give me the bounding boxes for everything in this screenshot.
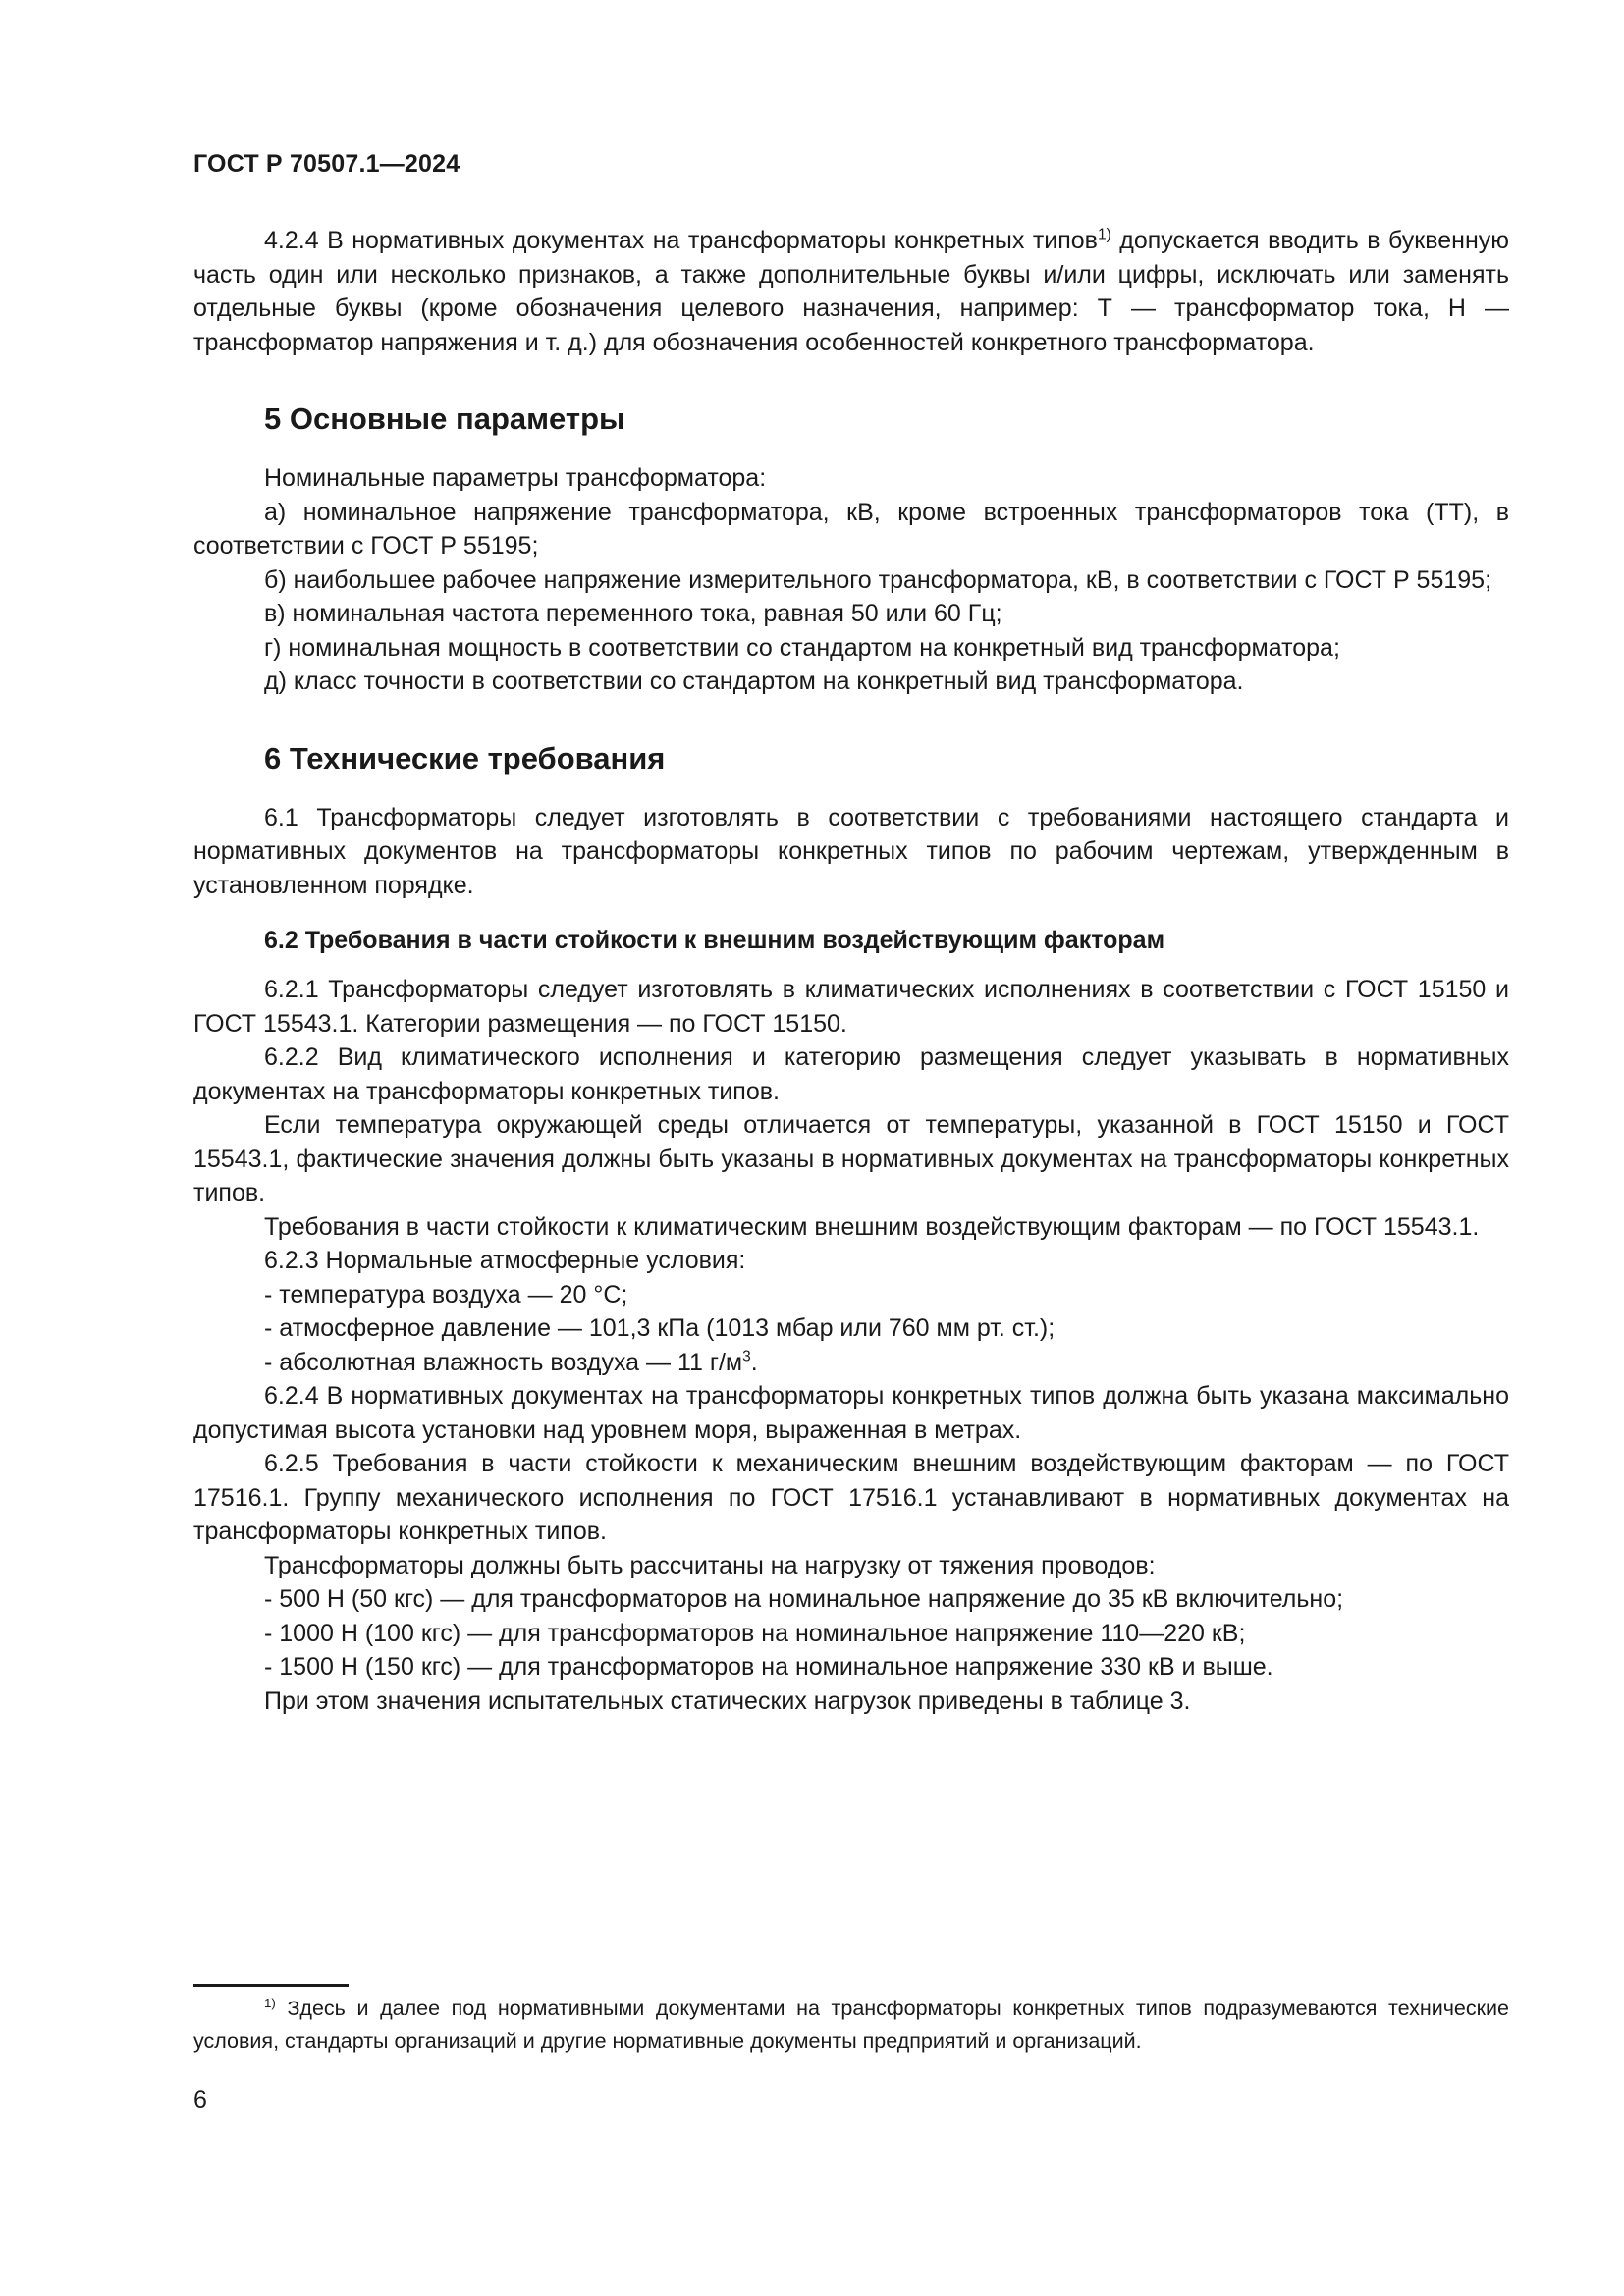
subsection-6-2-heading: 6.2 Требования в части стойкости к внешним воздействующим факторам: [264, 927, 1165, 954]
paragraph-6-2-2-temperature: Если температура окружающей среды отличается от температуры, указанной в ГОСТ 15150 и ГОСТ 15543.1, фактические значения должны быть указаны в нормативных документах на трансформаторы конкретных типов.: [193, 1111, 1509, 1206]
section-6-heading: 6 Технические требования: [264, 740, 666, 775]
cubic-superscript: 3: [742, 1348, 751, 1365]
footnote: [193, 1993, 1509, 2057]
paragraph-6-2-3: 6.2.3 Нормальные атмосферные условия:: [264, 1247, 746, 1274]
condition-humidity-end: .: [750, 1348, 758, 1376]
load-item-500: - 500 Н (50 кгс) — для трансформаторов на номинальное напряжение до 35 кВ включительно;: [264, 1585, 1344, 1613]
page-body: [193, 224, 1509, 1718]
list-item-g: г) номинальная мощность в соответствии со стандартом на конкретный вид трансформатора;: [264, 633, 1340, 662]
load-item-1000: - 1000 Н (100 кгс) — для трансформаторов на номинальное напряжение 110—220 кВ;: [264, 1619, 1246, 1647]
paragraph-6-2-2-requirements: Требования в части стойкости к климатическим внешним воздействующим факторам — по ГОСТ 15543.1.: [264, 1212, 1480, 1241]
list-item-a: а) номинальное напряжение трансформатора, кВ, кроме встроенных трансформаторов тока (ТТ), в соответствии с ГОСТ Р 55195;: [193, 498, 1509, 560]
paragraph-4-2-4: [193, 224, 1509, 359]
condition-pressure: - атмосферное давление — 101,3 кПа (1013 мбар или 760 мм рт. ст.);: [264, 1314, 1056, 1342]
paragraph-6-2-4: 6.2.4 В нормативных документах на трансформаторы конкретных типов должна быть указана максимально допустимая высота установки над уровнем моря, выраженная в метрах.: [193, 1382, 1509, 1444]
list-item-d: д) класс точности в соответствии со стандартом на конкретный вид трансформатора.: [264, 667, 1244, 695]
paragraph-6-2-5-table-ref: При этом значения испытательных статических нагрузок приведены в таблице 3.: [264, 1686, 1191, 1715]
list-item-b: б) наибольшее рабочее напряжение измерительного трансформатора, кВ, в соответствии с ГОСТ Р 55195;: [264, 565, 1492, 594]
load-item-1500: - 1500 Н (150 кгс) — для трансформаторов на номинальное напряжение 330 кВ и выше.: [264, 1653, 1273, 1681]
section-5-heading: 5 Основные параметры: [264, 401, 625, 436]
footnote-marker: 1): [264, 1995, 276, 2010]
paragraph-4-2-4-text-a: 4.2.4 В нормативных документах на трансформаторы конкретных типов: [264, 227, 1098, 254]
footnote-reference: 1): [1097, 226, 1111, 243]
condition-temperature: - температура воздуха — 20 °С;: [264, 1280, 628, 1308]
page-number: 6: [193, 2086, 207, 2113]
paragraph-4-2-4-text-b: допускается вводить в буквенную часть один или несколько признаков, а также дополнительные буквы и/или цифры, исключать или заменять отдельные буквы (кроме обозначения целевого назначения, например: Т — трансформатор тока, Н — трансформатор напряжения и т. д.) для обозначения особенностей конкретного трансформатора.: [193, 227, 1509, 356]
paragraph-6-2-5-load: Трансформаторы должны быть рассчитаны на нагрузку от тяжения проводов:: [264, 1551, 1156, 1579]
footnote-separator: [193, 1984, 349, 1987]
list-item-v: в) номинальная частота переменного тока, равная 50 или 60 Гц;: [264, 600, 1002, 627]
section-5-lead: Номинальные параметры трансформатора:: [264, 464, 767, 492]
document-code-header: ГОСТ Р 70507.1—2024: [193, 150, 460, 178]
paragraph-6-1: 6.1 Трансформаторы следует изготовлять в соответствии с требованиями настоящего стандарта и нормативных документов на трансформаторы конкретных типов по рабочим чертежам, утвержденным в установленном порядке.: [193, 803, 1509, 899]
footnote-text: Здесь и далее под нормативными документами на трансформаторы конкретных типов подразумеваются технические условия, стандарты организаций и другие нормативные документы предприятий и организаций.: [193, 1997, 1509, 2053]
paragraph-6-2-1: 6.2.1 Трансформаторы следует изготовлять в климатических исполнениях в соответствии с ГОСТ 15150 и ГОСТ 15543.1. Категории размещения — по ГОСТ 15150.: [193, 976, 1509, 1038]
paragraph-6-2-5: 6.2.5 Требования в части стойкости к механическим внешним воздействующим факторам — по ГОСТ 17516.1. Группу механического исполнения по ГОСТ 17516.1 устанавливают в нормативных документах на трансформаторы конкретных типов.: [193, 1450, 1509, 1545]
condition-humidity: [264, 1346, 1509, 1380]
condition-humidity-text: - абсолютная влажность воздуха — 11 г/м: [264, 1348, 743, 1376]
paragraph-6-2-2: 6.2.2 Вид климатического исполнения и категорию размещения следует указывать в нормативных документах на трансформаторы конкретных типов.: [193, 1043, 1509, 1105]
